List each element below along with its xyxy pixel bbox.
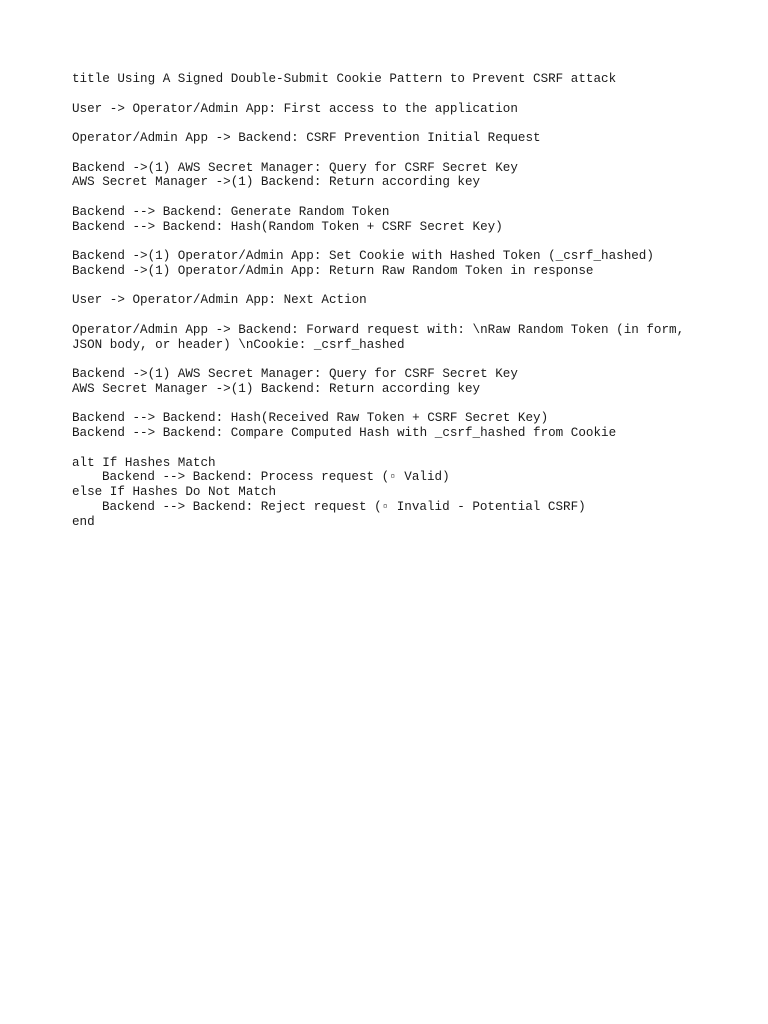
paragraph-secret-query-1	[72, 161, 752, 191]
paragraph-secret-query-2	[72, 367, 752, 397]
text-line: User -> Operator/Admin App: First access to the application	[72, 101, 518, 116]
paragraph-next-action	[72, 293, 752, 308]
title-paragraph	[72, 72, 752, 87]
text-line: Backend ->(1) AWS Secret Manager: Query for CSRF Secret Key	[72, 160, 518, 175]
paragraph-initial-request	[72, 131, 752, 146]
text-line: AWS Secret Manager ->(1) Backend: Return according key	[72, 381, 481, 396]
text-line: Backend ->(1) Operator/Admin App: Return Raw Random Token in response	[72, 263, 594, 278]
paragraph-first-access	[72, 102, 752, 117]
text-line: AWS Secret Manager ->(1) Backend: Return according key	[72, 175, 481, 190]
text-line: Backend --> Backend: Hash(Random Token + CSRF Secret Key)	[72, 219, 503, 234]
alt-line: alt If Hashes Match	[72, 455, 216, 470]
text-line: Backend ->(1) Operator/Admin App: Set Cookie with Hashed Token (_csrf_hashed)	[72, 249, 654, 263]
title-line: title Using A Signed Double-Submit Cookie Pattern to Prevent CSRF attack	[72, 72, 617, 86]
text-line: Operator/Admin App -> Backend: CSRF Prevention Initial Request	[72, 131, 541, 145]
document-page	[72, 72, 752, 544]
text-line: Backend ->(1) AWS Secret Manager: Query for CSRF Secret Key	[72, 367, 518, 381]
end-line: end	[72, 514, 95, 529]
paragraph-generate-token	[72, 205, 752, 235]
text-line: User -> Operator/Admin App: Next Action	[72, 293, 367, 308]
else-body-line: Backend --> Backend: Reject request (▫ Invalid - Potential CSRF)	[102, 499, 586, 514]
paragraph-set-cookie	[72, 249, 752, 279]
paragraph-hash-compare	[72, 411, 752, 441]
else-line: else If Hashes Do Not Match	[72, 485, 277, 499]
paragraph-forward-request	[72, 323, 752, 353]
text-line: Backend --> Backend: Compare Computed Hash with _csrf_hashed from Cookie	[72, 426, 617, 440]
alt-body-line: Backend --> Backend: Process request (▫ Valid)	[102, 470, 450, 485]
paragraph-alt-block	[72, 456, 752, 530]
text-line: JSON body, or header) \nCookie: _csrf_hashed	[72, 337, 405, 352]
text-line: Backend --> Backend: Hash(Received Raw Token + CSRF Secret Key)	[72, 411, 549, 426]
text-line: Operator/Admin App -> Backend: Forward request with: \nRaw Random Token (in form,	[72, 322, 685, 337]
text-line: Backend --> Backend: Generate Random Token	[72, 204, 390, 219]
